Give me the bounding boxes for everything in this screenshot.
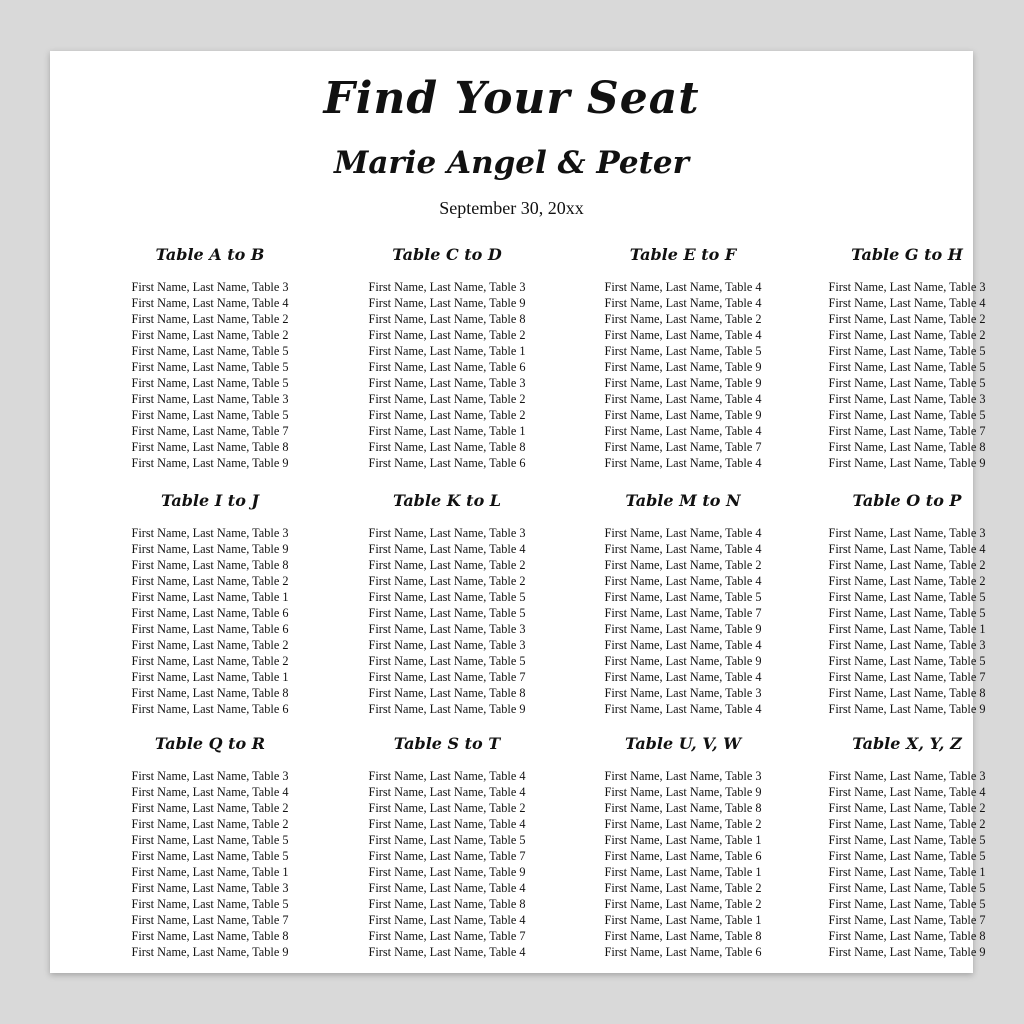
guest-entry: First Name, Last Name, Table 3 bbox=[604, 686, 762, 700]
guest-entry: First Name, Last Name, Table 9 bbox=[604, 360, 762, 374]
guest-entry: First Name, Last Name, Table 3 bbox=[828, 526, 986, 540]
guest-entry: First Name, Last Name, Table 5 bbox=[604, 590, 762, 604]
guest-entry: First Name, Last Name, Table 4 bbox=[828, 296, 986, 310]
guest-entry: First Name, Last Name, Table 2 bbox=[368, 408, 526, 422]
group-title: Table C to D bbox=[392, 245, 502, 264]
guest-entry: First Name, Last Name, Table 3 bbox=[131, 769, 289, 783]
guest-entry: First Name, Last Name, Table 4 bbox=[604, 392, 762, 406]
guest-entry: First Name, Last Name, Table 8 bbox=[368, 312, 526, 326]
guest-entry: First Name, Last Name, Table 6 bbox=[368, 360, 526, 374]
guest-entry: First Name, Last Name, Table 7 bbox=[604, 440, 762, 454]
guest-entry: First Name, Last Name, Table 7 bbox=[828, 424, 986, 438]
group-title: Table Q to R bbox=[154, 734, 266, 753]
guest-entry: First Name, Last Name, Table 5 bbox=[368, 590, 526, 604]
guest-entry: First Name, Last Name, Table 4 bbox=[604, 670, 762, 684]
guest-entry: First Name, Last Name, Table 6 bbox=[131, 606, 289, 620]
group-title: Table X, Y, Z bbox=[852, 734, 962, 753]
guest-entry: First Name, Last Name, Table 2 bbox=[131, 638, 289, 652]
seating-group bbox=[342, 734, 552, 960]
guest-entry: First Name, Last Name, Table 7 bbox=[604, 606, 762, 620]
guest-entry: First Name, Last Name, Table 3 bbox=[368, 622, 526, 636]
guest-entry: First Name, Last Name, Table 2 bbox=[368, 574, 526, 588]
seating-group bbox=[342, 491, 552, 717]
group-title: Table U, V, W bbox=[624, 734, 742, 753]
guest-entry: First Name, Last Name, Table 9 bbox=[131, 542, 289, 556]
guest-entry: First Name, Last Name, Table 4 bbox=[368, 913, 526, 927]
event-date: September 30, 20xx bbox=[439, 198, 584, 218]
guest-entry: First Name, Last Name, Table 5 bbox=[131, 376, 289, 390]
guest-entry: First Name, Last Name, Table 5 bbox=[828, 833, 986, 847]
guest-entry: First Name, Last Name, Table 5 bbox=[131, 408, 289, 422]
group-title: Table O to P bbox=[852, 491, 962, 510]
guest-entry: First Name, Last Name, Table 6 bbox=[604, 849, 762, 863]
guest-entry: First Name, Last Name, Table 7 bbox=[131, 913, 289, 927]
guest-entry: First Name, Last Name, Table 9 bbox=[131, 945, 289, 959]
guest-entry: First Name, Last Name, Table 2 bbox=[604, 817, 762, 831]
seating-group bbox=[802, 245, 1012, 471]
guest-entry: First Name, Last Name, Table 5 bbox=[368, 654, 526, 668]
guest-entry: First Name, Last Name, Table 9 bbox=[368, 702, 526, 716]
guest-entry: First Name, Last Name, Table 1 bbox=[131, 590, 289, 604]
guest-entry: First Name, Last Name, Table 8 bbox=[131, 686, 289, 700]
guest-entry: First Name, Last Name, Table 3 bbox=[131, 881, 289, 895]
guest-entry: First Name, Last Name, Table 3 bbox=[368, 376, 526, 390]
guest-entry: First Name, Last Name, Table 5 bbox=[828, 344, 986, 358]
guest-entry: First Name, Last Name, Table 9 bbox=[604, 785, 762, 799]
seating-group bbox=[105, 491, 315, 717]
guest-entry: First Name, Last Name, Table 8 bbox=[368, 897, 526, 911]
guest-entry: First Name, Last Name, Table 9 bbox=[828, 456, 986, 470]
guest-entry: First Name, Last Name, Table 4 bbox=[131, 296, 289, 310]
guest-list bbox=[342, 768, 552, 960]
guest-entry: First Name, Last Name, Table 8 bbox=[131, 558, 289, 572]
guest-list bbox=[342, 525, 552, 717]
couple-names: Marie Angel & Peter bbox=[334, 145, 689, 181]
seating-group bbox=[105, 734, 315, 960]
guest-entry: First Name, Last Name, Table 3 bbox=[828, 392, 986, 406]
guest-entry: First Name, Last Name, Table 2 bbox=[604, 897, 762, 911]
guest-entry: First Name, Last Name, Table 6 bbox=[604, 945, 762, 959]
guest-entry: First Name, Last Name, Table 5 bbox=[828, 360, 986, 374]
guest-entry: First Name, Last Name, Table 3 bbox=[131, 526, 289, 540]
guest-entry: First Name, Last Name, Table 8 bbox=[131, 929, 289, 943]
guest-entry: First Name, Last Name, Table 8 bbox=[604, 801, 762, 815]
group-title: Table G to H bbox=[851, 245, 963, 264]
guest-entry: First Name, Last Name, Table 4 bbox=[828, 542, 986, 556]
guest-entry: First Name, Last Name, Table 3 bbox=[828, 638, 986, 652]
guest-entry: First Name, Last Name, Table 8 bbox=[131, 440, 289, 454]
guest-entry: First Name, Last Name, Table 2 bbox=[828, 312, 986, 326]
guest-entry: First Name, Last Name, Table 7 bbox=[131, 424, 289, 438]
guest-entry: First Name, Last Name, Table 9 bbox=[604, 622, 762, 636]
guest-entry: First Name, Last Name, Table 3 bbox=[604, 769, 762, 783]
guest-entry: First Name, Last Name, Table 4 bbox=[604, 456, 762, 470]
guest-entry: First Name, Last Name, Table 6 bbox=[131, 622, 289, 636]
guest-entry: First Name, Last Name, Table 5 bbox=[828, 897, 986, 911]
group-title: Table A to B bbox=[155, 245, 265, 264]
guest-entry: First Name, Last Name, Table 4 bbox=[604, 574, 762, 588]
guest-entry: First Name, Last Name, Table 3 bbox=[828, 769, 986, 783]
guest-entry: First Name, Last Name, Table 3 bbox=[131, 392, 289, 406]
guest-entry: First Name, Last Name, Table 2 bbox=[131, 654, 289, 668]
guest-entry: First Name, Last Name, Table 9 bbox=[828, 702, 986, 716]
group-title: Table E to F bbox=[629, 245, 737, 264]
seating-chart-poster bbox=[50, 51, 986, 973]
guest-entry: First Name, Last Name, Table 4 bbox=[604, 526, 762, 540]
seating-group bbox=[578, 491, 788, 717]
guest-entry: First Name, Last Name, Table 4 bbox=[604, 702, 762, 716]
guest-entry: First Name, Last Name, Table 6 bbox=[368, 456, 526, 470]
guest-entry: First Name, Last Name, Table 7 bbox=[828, 670, 986, 684]
guest-entry: First Name, Last Name, Table 2 bbox=[828, 558, 986, 572]
seating-group bbox=[578, 245, 788, 471]
guest-entry: First Name, Last Name, Table 3 bbox=[368, 526, 526, 540]
guest-list bbox=[105, 279, 315, 471]
guest-entry: First Name, Last Name, Table 4 bbox=[604, 542, 762, 556]
guest-entry: First Name, Last Name, Table 5 bbox=[131, 849, 289, 863]
guest-entry: First Name, Last Name, Table 4 bbox=[604, 328, 762, 342]
guest-list bbox=[802, 768, 1012, 960]
seating-group bbox=[802, 491, 1012, 717]
guest-entry: First Name, Last Name, Table 3 bbox=[828, 280, 986, 294]
guest-entry: First Name, Last Name, Table 4 bbox=[828, 785, 986, 799]
guest-entry: First Name, Last Name, Table 7 bbox=[368, 929, 526, 943]
guest-list bbox=[105, 768, 315, 960]
guest-entry: First Name, Last Name, Table 7 bbox=[828, 913, 986, 927]
guest-entry: First Name, Last Name, Table 2 bbox=[368, 801, 526, 815]
guest-entry: First Name, Last Name, Table 4 bbox=[368, 785, 526, 799]
guest-entry: First Name, Last Name, Table 2 bbox=[131, 574, 289, 588]
guest-entry: First Name, Last Name, Table 4 bbox=[604, 424, 762, 438]
guest-list bbox=[802, 525, 1012, 717]
group-title: Table M to N bbox=[625, 491, 741, 510]
guest-list bbox=[802, 279, 1012, 471]
guest-entry: First Name, Last Name, Table 4 bbox=[131, 785, 289, 799]
guest-entry: First Name, Last Name, Table 5 bbox=[828, 408, 986, 422]
guest-list bbox=[105, 525, 315, 717]
guest-entry: First Name, Last Name, Table 1 bbox=[368, 424, 526, 438]
guest-entry: First Name, Last Name, Table 4 bbox=[368, 881, 526, 895]
guest-entry: First Name, Last Name, Table 5 bbox=[828, 849, 986, 863]
guest-entry: First Name, Last Name, Table 2 bbox=[368, 392, 526, 406]
group-title: Table K to L bbox=[392, 491, 502, 510]
guest-entry: First Name, Last Name, Table 1 bbox=[828, 622, 986, 636]
guest-entry: First Name, Last Name, Table 2 bbox=[828, 801, 986, 815]
seating-group bbox=[342, 245, 552, 471]
guest-entry: First Name, Last Name, Table 1 bbox=[131, 865, 289, 879]
guest-entry: First Name, Last Name, Table 1 bbox=[604, 913, 762, 927]
guest-entry: First Name, Last Name, Table 6 bbox=[131, 702, 289, 716]
guest-entry: First Name, Last Name, Table 4 bbox=[604, 280, 762, 294]
guest-entry: First Name, Last Name, Table 5 bbox=[828, 881, 986, 895]
guest-entry: First Name, Last Name, Table 2 bbox=[828, 817, 986, 831]
guest-entry: First Name, Last Name, Table 8 bbox=[828, 686, 986, 700]
guest-entry: First Name, Last Name, Table 7 bbox=[368, 849, 526, 863]
guest-entry: First Name, Last Name, Table 9 bbox=[828, 945, 986, 959]
guest-entry: First Name, Last Name, Table 1 bbox=[368, 344, 526, 358]
guest-entry: First Name, Last Name, Table 5 bbox=[131, 897, 289, 911]
guest-entry: First Name, Last Name, Table 8 bbox=[604, 929, 762, 943]
guest-list bbox=[578, 525, 788, 717]
guest-entry: First Name, Last Name, Table 4 bbox=[368, 817, 526, 831]
group-title: Table S to T bbox=[393, 734, 501, 753]
guest-entry: First Name, Last Name, Table 5 bbox=[368, 833, 526, 847]
seating-group bbox=[578, 734, 788, 960]
guest-entry: First Name, Last Name, Table 9 bbox=[604, 408, 762, 422]
guest-entry: First Name, Last Name, Table 2 bbox=[131, 817, 289, 831]
guest-list bbox=[578, 768, 788, 960]
guest-entry: First Name, Last Name, Table 4 bbox=[368, 769, 526, 783]
guest-entry: First Name, Last Name, Table 2 bbox=[604, 558, 762, 572]
guest-entry: First Name, Last Name, Table 8 bbox=[828, 929, 986, 943]
guest-entry: First Name, Last Name, Table 5 bbox=[131, 344, 289, 358]
guest-entry: First Name, Last Name, Table 2 bbox=[604, 881, 762, 895]
guest-entry: First Name, Last Name, Table 2 bbox=[131, 801, 289, 815]
guest-entry: First Name, Last Name, Table 4 bbox=[368, 542, 526, 556]
guest-entry: First Name, Last Name, Table 2 bbox=[131, 328, 289, 342]
guest-entry: First Name, Last Name, Table 2 bbox=[604, 312, 762, 326]
guest-entry: First Name, Last Name, Table 8 bbox=[828, 440, 986, 454]
guest-entry: First Name, Last Name, Table 8 bbox=[368, 440, 526, 454]
guest-entry: First Name, Last Name, Table 5 bbox=[131, 833, 289, 847]
guest-list bbox=[578, 279, 788, 471]
guest-entry: First Name, Last Name, Table 1 bbox=[131, 670, 289, 684]
guest-entry: First Name, Last Name, Table 7 bbox=[368, 670, 526, 684]
guest-entry: First Name, Last Name, Table 5 bbox=[828, 376, 986, 390]
guest-entry: First Name, Last Name, Table 9 bbox=[604, 376, 762, 390]
guest-entry: First Name, Last Name, Table 8 bbox=[368, 686, 526, 700]
guest-entry: First Name, Last Name, Table 3 bbox=[368, 280, 526, 294]
seating-group bbox=[802, 734, 1012, 960]
guest-entry: First Name, Last Name, Table 3 bbox=[131, 280, 289, 294]
guest-entry: First Name, Last Name, Table 2 bbox=[131, 312, 289, 326]
guest-entry: First Name, Last Name, Table 9 bbox=[368, 865, 526, 879]
guest-entry: First Name, Last Name, Table 1 bbox=[828, 865, 986, 879]
guest-entry: First Name, Last Name, Table 5 bbox=[604, 344, 762, 358]
guest-list bbox=[342, 279, 552, 471]
guest-entry: First Name, Last Name, Table 4 bbox=[368, 945, 526, 959]
guest-entry: First Name, Last Name, Table 4 bbox=[604, 638, 762, 652]
group-title: Table I to J bbox=[160, 491, 259, 510]
guest-entry: First Name, Last Name, Table 9 bbox=[131, 456, 289, 470]
poster-title: Find Your Seat bbox=[323, 73, 700, 124]
guest-entry: First Name, Last Name, Table 5 bbox=[828, 606, 986, 620]
guest-entry: First Name, Last Name, Table 2 bbox=[368, 328, 526, 342]
guest-entry: First Name, Last Name, Table 5 bbox=[368, 606, 526, 620]
guest-entry: First Name, Last Name, Table 2 bbox=[828, 328, 986, 342]
guest-entry: First Name, Last Name, Table 1 bbox=[604, 833, 762, 847]
guest-entry: First Name, Last Name, Table 2 bbox=[368, 558, 526, 572]
guest-entry: First Name, Last Name, Table 5 bbox=[828, 590, 986, 604]
guest-entry: First Name, Last Name, Table 5 bbox=[828, 654, 986, 668]
guest-entry: First Name, Last Name, Table 4 bbox=[604, 296, 762, 310]
guest-entry: First Name, Last Name, Table 3 bbox=[368, 638, 526, 652]
guest-entry: First Name, Last Name, Table 5 bbox=[131, 360, 289, 374]
guest-entry: First Name, Last Name, Table 2 bbox=[828, 574, 986, 588]
guest-entry: First Name, Last Name, Table 9 bbox=[368, 296, 526, 310]
seating-group bbox=[105, 245, 315, 471]
guest-entry: First Name, Last Name, Table 1 bbox=[604, 865, 762, 879]
guest-entry: First Name, Last Name, Table 9 bbox=[604, 654, 762, 668]
